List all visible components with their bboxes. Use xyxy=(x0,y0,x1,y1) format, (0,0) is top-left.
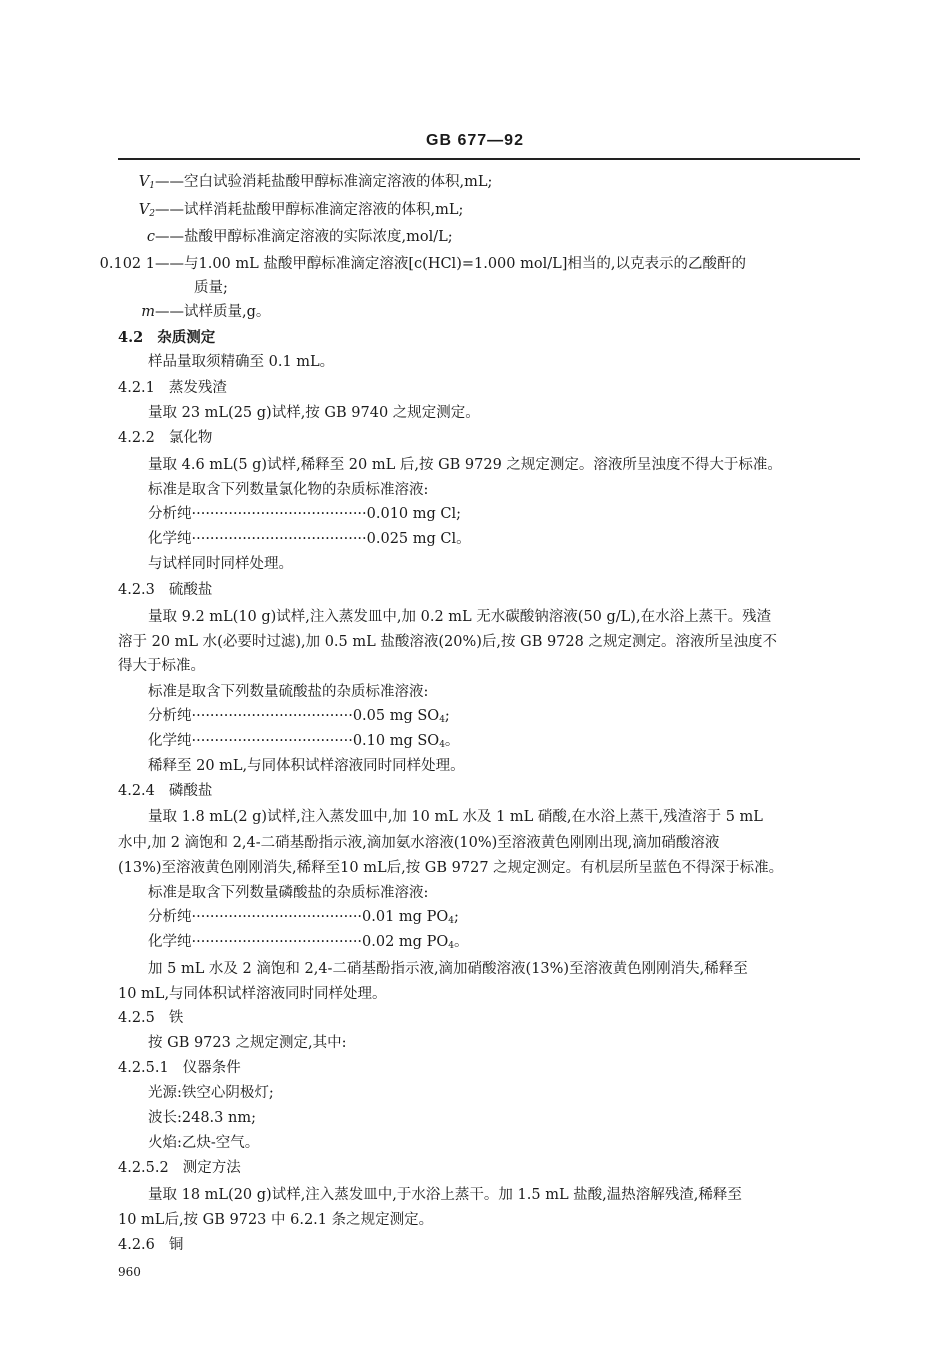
section-4-2-3-body-2: 溶于 20 mL 水(必要时过滤),加 0.5 mL 盐酸溶液(20%)后,按 GB 9728 之规定测定。溶液所呈浊度不 xyxy=(118,634,777,650)
section-4-2-2-heading: 4.2.2 氯化物 xyxy=(118,430,213,446)
section-4-2-4-body-1: 量取 1.8 mL(2 g)试样,注入蒸发皿中,加 10 mL 水及 1 mL 硝酸,在水浴上蒸干,残渣溶于 5 mL xyxy=(148,809,763,825)
section-4-2-2-standard: 标准是取含下列数量氯化物的杂质标准溶液: xyxy=(148,482,429,498)
standard-header: GB 677—92 xyxy=(426,132,524,149)
flame: 火焰:乙炔-空气。 xyxy=(148,1135,260,1151)
definition-factor-cont: 质量; xyxy=(194,280,228,296)
section-4-2-1-body: 量取 23 mL(25 g)试样,按 GB 9740 之规定测定。 xyxy=(148,405,480,421)
section-4-2-1-heading: 4.2.1 蒸发残渣 xyxy=(118,380,227,396)
section-4-2-5-heading: 4.2.5 铁 xyxy=(118,1010,184,1026)
phosphate-cp-limit: 化学纯·····································0.02 mg $PO_4$。 xyxy=(148,934,469,951)
section-4-2-5-1-heading: 4.2.5.1 仪器条件 xyxy=(118,1060,241,1076)
definition-text: ——空白试验消耗盐酸甲醇标准滴定溶液的体积,mL; xyxy=(155,174,493,190)
section-4-2-4-end-2: 10 mL,与同体积试样溶液同时同样处理。 xyxy=(118,986,387,1002)
section-4-2-3-body-3: 得大于标准。 xyxy=(118,658,205,674)
phosphate-ar-limit: 分析纯·····································0.01 mg $PO_4$; xyxy=(148,909,459,926)
definition-text: ——与1.00 mL 盐酸甲醇标准滴定溶液[c(HCl)=1.000 mol/L]相当的,以克表示的乙酸酐的 xyxy=(155,256,747,272)
section-4-2-4-body-3: (13%)至溶液黄色刚刚消失,稀释至10 mL后,按 GB 9727 之规定测定。有机层所呈蓝色不得深于标准。 xyxy=(118,860,784,876)
section-4-2-2-body: 量取 4.6 mL(5 g)试样,稀释至 20 mL 后,按 GB 9729 之规定测定。溶液所呈浊度不得大于标准。 xyxy=(148,457,782,473)
definition-factor xyxy=(60,254,746,274)
symbol-m: m xyxy=(141,304,155,320)
definition-text: ——试样质量,g。 xyxy=(155,304,271,320)
section-4-2-3-heading: 4.2.3 硫酸盐 xyxy=(118,582,213,598)
definition-text: ——试样消耗盐酸甲醇标准滴定溶液的体积,mL; xyxy=(155,202,464,218)
symbol-factor: 0.102 1 xyxy=(99,256,155,272)
section-4-2-5-2-heading: 4.2.5.2 测定方法 xyxy=(118,1160,241,1176)
section-4-2-5-2-body-2: 10 mL后,按 GB 9723 中 6.2.1 条之规定测定。 xyxy=(118,1212,434,1228)
section-4-2-heading: 4.2 杂质测定 xyxy=(118,329,216,346)
section-4-2-3-standard: 标准是取含下列数量硫酸盐的杂质标准溶液: xyxy=(148,684,429,700)
section-4-2-4-body-2: 水中,加 2 滴饱和 2,4-二硝基酚指示液,滴加氨水溶液(10%)至溶液黄色刚刚出现,滴加硝酸溶液 xyxy=(118,835,720,851)
symbol-v2: $V_2$ xyxy=(138,202,155,219)
section-4-2-4-standard: 标准是取含下列数量磷酸盐的杂质标准溶液: xyxy=(148,885,429,901)
section-4-2-6-heading: 4.2.6 铜 xyxy=(118,1237,184,1253)
definition-text: ——盐酸甲醇标准滴定溶液的实际浓度,mol/L; xyxy=(155,229,453,245)
definition-v1 xyxy=(60,172,492,196)
definition-v2 xyxy=(60,200,463,224)
definition-m xyxy=(60,302,270,322)
section-4-2-4-end-1: 加 5 mL 水及 2 滴饱和 2,4-二硝基酚指示液,滴加硝酸溶液(13%)至溶液黄色刚刚消失,稀释至 xyxy=(148,961,748,977)
section-4-2-5-body: 按 GB 9723 之规定测定,其中: xyxy=(148,1035,347,1051)
section-4-2-5-2-body-1: 量取 18 mL(20 g)试样,注入蒸发皿中,于水浴上蒸干。加 1.5 mL 盐酸,温热溶解残渣,稀释至 xyxy=(148,1187,742,1203)
section-4-2-3-body-1: 量取 9.2 mL(10 g)试样,注入蒸发皿中,加 0.2 mL 无水碳酸钠溶液(50 g/L),在水浴上蒸干。残渣 xyxy=(148,609,772,625)
header-rule xyxy=(118,158,860,160)
symbol-v1: $V_1$ xyxy=(138,174,155,191)
sulfate-cp-limit: 化学纯···································0.10 mg $SO_4$。 xyxy=(148,733,460,750)
wavelength: 波长:248.3 nm; xyxy=(148,1110,256,1126)
section-4-2-body: 样品量取须精确至 0.1 mL。 xyxy=(148,354,335,370)
sulfate-ar-limit: 分析纯···································0.05 mg $SO_4$; xyxy=(148,708,450,725)
symbol-c: c xyxy=(146,229,155,245)
chloride-cp-limit: 化学纯······································0.025 mg Cl。 xyxy=(148,531,471,547)
definition-c xyxy=(60,227,453,247)
section-4-2-2-end: 与试样同时同样处理。 xyxy=(148,556,293,572)
chloride-ar-limit: 分析纯······································0.010 mg Cl; xyxy=(148,506,462,522)
section-4-2-4-heading: 4.2.4 磷酸盐 xyxy=(118,783,213,799)
page-number: 960 xyxy=(118,1265,141,1279)
light-source: 光源:铁空心阴极灯; xyxy=(148,1085,274,1101)
section-4-2-3-end: 稀释至 20 mL,与同体积试样溶液同时同样处理。 xyxy=(148,758,465,774)
